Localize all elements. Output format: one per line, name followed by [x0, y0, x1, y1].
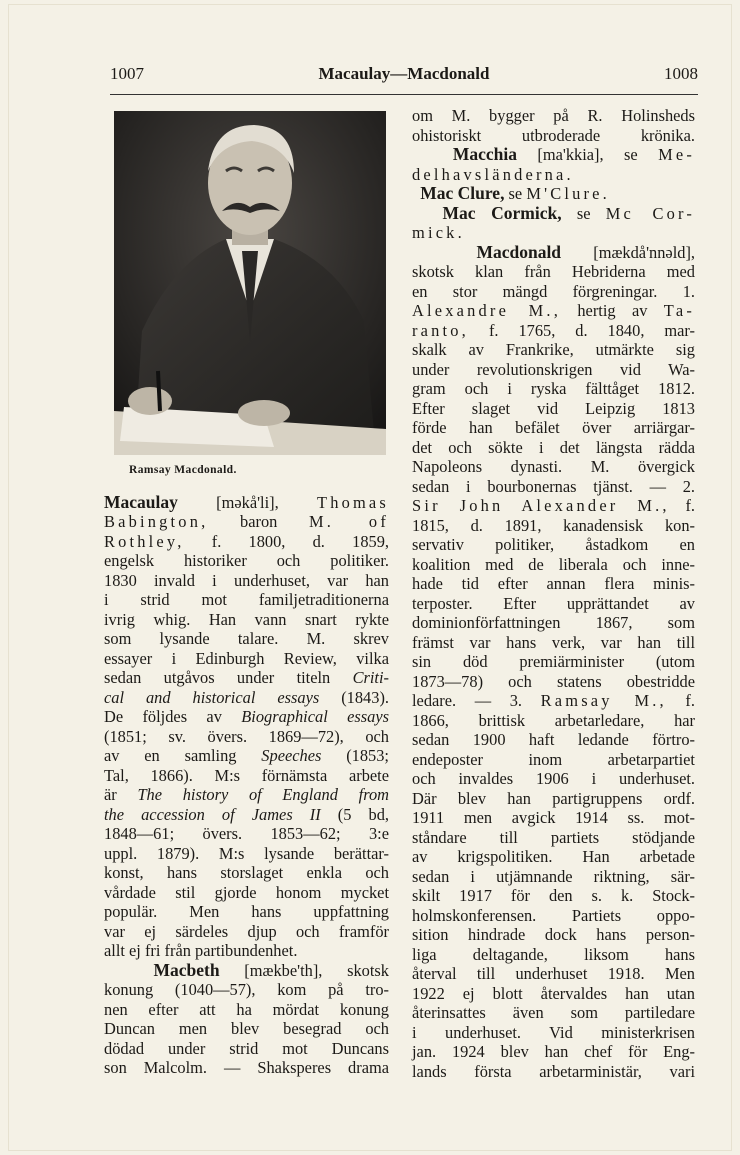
text-line: son Malcolm. — Shaksperes drama: [104, 1058, 389, 1077]
text-line: återval till underhuset 1918. Men: [412, 964, 695, 983]
text-line: Rothley, f. 1800, d. 1859,: [104, 531, 389, 551]
text-line: vårdade stil gjorde honom mycket: [104, 882, 389, 902]
header-rule: [110, 94, 698, 95]
text-line: skotsk klan från Hebriderna med: [412, 262, 695, 281]
text-line: ståndare till partiets stödjande: [412, 827, 695, 847]
text-line: Efter slaget vid Leipzig 1813: [412, 398, 695, 418]
text-line: ledare. — 3. Ramsay M., f.: [412, 691, 695, 710]
running-title: Macaulay—Macdonald: [318, 64, 490, 83]
text-line: konst, hans storslaget enkla och: [104, 863, 389, 882]
text-line: 1830 invald i underhuset, var han: [104, 570, 389, 590]
text-line: jan. 1924 blev han chef för Eng-: [412, 1042, 695, 1061]
text-line: i underhuset. Vid ministerkrisen: [412, 1022, 695, 1042]
text-line: ivrig whig. Han vann snart rykte: [104, 609, 389, 629]
text-line: sedan i utjämnande riktning, sär-: [412, 866, 695, 886]
text-line: i strid mot familjetraditionerna: [104, 590, 389, 609]
text-line: var ej särdeles djup och framför: [104, 921, 389, 941]
text-line: 1815, d. 1891, kanadensisk kon-: [412, 515, 695, 535]
text-line: en stor mängd förgreningar. 1.: [412, 281, 695, 301]
portrait-illustration: [114, 111, 386, 455]
text-line: Mac Clure, se M'Clure.: [420, 183, 610, 203]
text-line: dominionförfattningen 1867, som: [412, 613, 695, 632]
text-line: 1922 ej blott återvaldes han utan: [412, 983, 695, 1003]
text-line: förde han befälet över arriärgar-: [412, 418, 695, 437]
text-line: dödad under strid mot Duncans: [104, 1038, 389, 1058]
text-line: allt ej fri från partibundenhet.: [104, 941, 298, 960]
text-line: och invaldes 1906 i underhuset.: [412, 769, 695, 788]
text-line: konung (1040—57), kom på tro-: [104, 980, 389, 999]
text-line: 1866, brittisk arbetarledare, har: [412, 710, 695, 730]
text-line: (1851; sv. övers. 1869—72), och: [104, 726, 389, 746]
text-line: som lysande talare. M. skrev: [104, 629, 389, 648]
text-line: sition hindrade dock hans person-: [412, 925, 695, 944]
text-line: sedan i bourbonernas tjänst. — 2.: [412, 476, 695, 496]
text-line: holmskonferensen. Partiets oppo-: [412, 905, 695, 925]
text-line: uppl. 1879). M:s lysande berättar-: [104, 843, 389, 863]
text-line: Napoleons dynasti. M. övergick: [412, 457, 695, 476]
text-line: populär. Men hans uppfattning: [104, 902, 389, 921]
text-line: Tal, 1866). M:s förnämsta arbete: [104, 765, 389, 785]
text-line: 1848—61; övers. 1853—62; 3:e: [104, 824, 389, 843]
right-column: [412, 106, 695, 1081]
text-line: är The history of England from: [104, 785, 389, 804]
text-line: 1911 men avgick 1914 ss. mot-: [412, 808, 695, 827]
text-line: Macdonald [mækdå'nnəld],: [476, 241, 695, 262]
text-line: under revolutionskrigen vid Wa-: [412, 359, 695, 379]
text-line: skalk av Frankrike, utmärkte sig: [412, 340, 695, 359]
left-column: [104, 106, 389, 1078]
text-line: gram och i ryska fälttåget 1812.: [412, 379, 695, 398]
text-line: ranto, f. 1765, d. 1840, mar-: [412, 320, 695, 340]
page-number-right: 1008: [664, 64, 698, 83]
text-line: skilt 1917 för den s. k. Stock-: [412, 886, 695, 905]
text-line: Babington, baron M. of: [104, 512, 389, 531]
text-line: lands första arbetarministär, vari: [412, 1061, 695, 1081]
text-line: Där blev han partigruppens ordf.: [412, 788, 695, 808]
text-line: ohistoriskt utbroderade krönika.: [412, 125, 695, 145]
text-line: sin död premiärminister (utom: [412, 652, 695, 671]
text-line: av en samling Speeches (1853;: [104, 746, 389, 765]
text-line: cal and historical essays (1843).: [104, 687, 389, 707]
text-line: främst var hans verk, var han till: [412, 632, 695, 652]
text-line: sedan 1900 haft ledande förtro-: [412, 730, 695, 749]
text-line: endeposter inom arbetarpartiet: [412, 749, 695, 769]
text-line: essayer i Edinburgh Review, vilka: [104, 648, 389, 668]
text-line: hade tid efter annan flera minis-: [412, 574, 695, 593]
text-line: Alexandre M., hertig av Ta-: [412, 301, 695, 320]
text-line: det och sökte i det längsta rädda: [412, 437, 695, 457]
figure-caption: Ramsay Macdonald.: [129, 464, 237, 476]
text-line: av krigspolitiken. Han arbetade: [412, 847, 695, 866]
text-line: engelsk historiker och politiker.: [104, 551, 389, 570]
text-line: sedan utgåvos under titeln Criti-: [104, 668, 389, 687]
portrait-photo: [114, 111, 386, 455]
text-line: De följdes av Biographical essays: [104, 707, 389, 726]
text-line: Macchia [ma'kkia], se Me-: [452, 144, 695, 164]
text-line: Duncan men blev besegrad och: [104, 1019, 389, 1038]
text-line: Macaulay [məkå'li], Thomas: [104, 491, 389, 512]
text-line: delhavsländerna.: [412, 164, 574, 184]
text-line: koalition med de liberala och inne-: [412, 554, 695, 574]
text-line: liga deltagande, liksom hans: [412, 944, 695, 964]
text-line: servativ politiker, åstadkom en: [412, 535, 695, 554]
text-line: om M. bygger på R. Holinsheds: [412, 106, 695, 125]
text-line: Mac Cormick, se Mc Cor-: [442, 202, 695, 223]
text-line: 1873—78) och statens obestridde: [412, 671, 695, 691]
page-number-left: 1007: [110, 64, 144, 83]
text-line: terposter. Efter upprättandet av: [412, 593, 695, 613]
text-line: Macbeth [mækbe'th], skotsk: [153, 959, 389, 980]
text-line: mick.: [412, 223, 465, 242]
text-line: återinsattes även som partiledare: [412, 1003, 695, 1022]
text-line: Sir John Alexander M., f.: [412, 496, 695, 515]
text-line: the accession of James II (5 bd,: [104, 804, 390, 824]
running-header: [110, 64, 698, 90]
text-line: nen efter att ha mördat konung: [104, 999, 389, 1019]
